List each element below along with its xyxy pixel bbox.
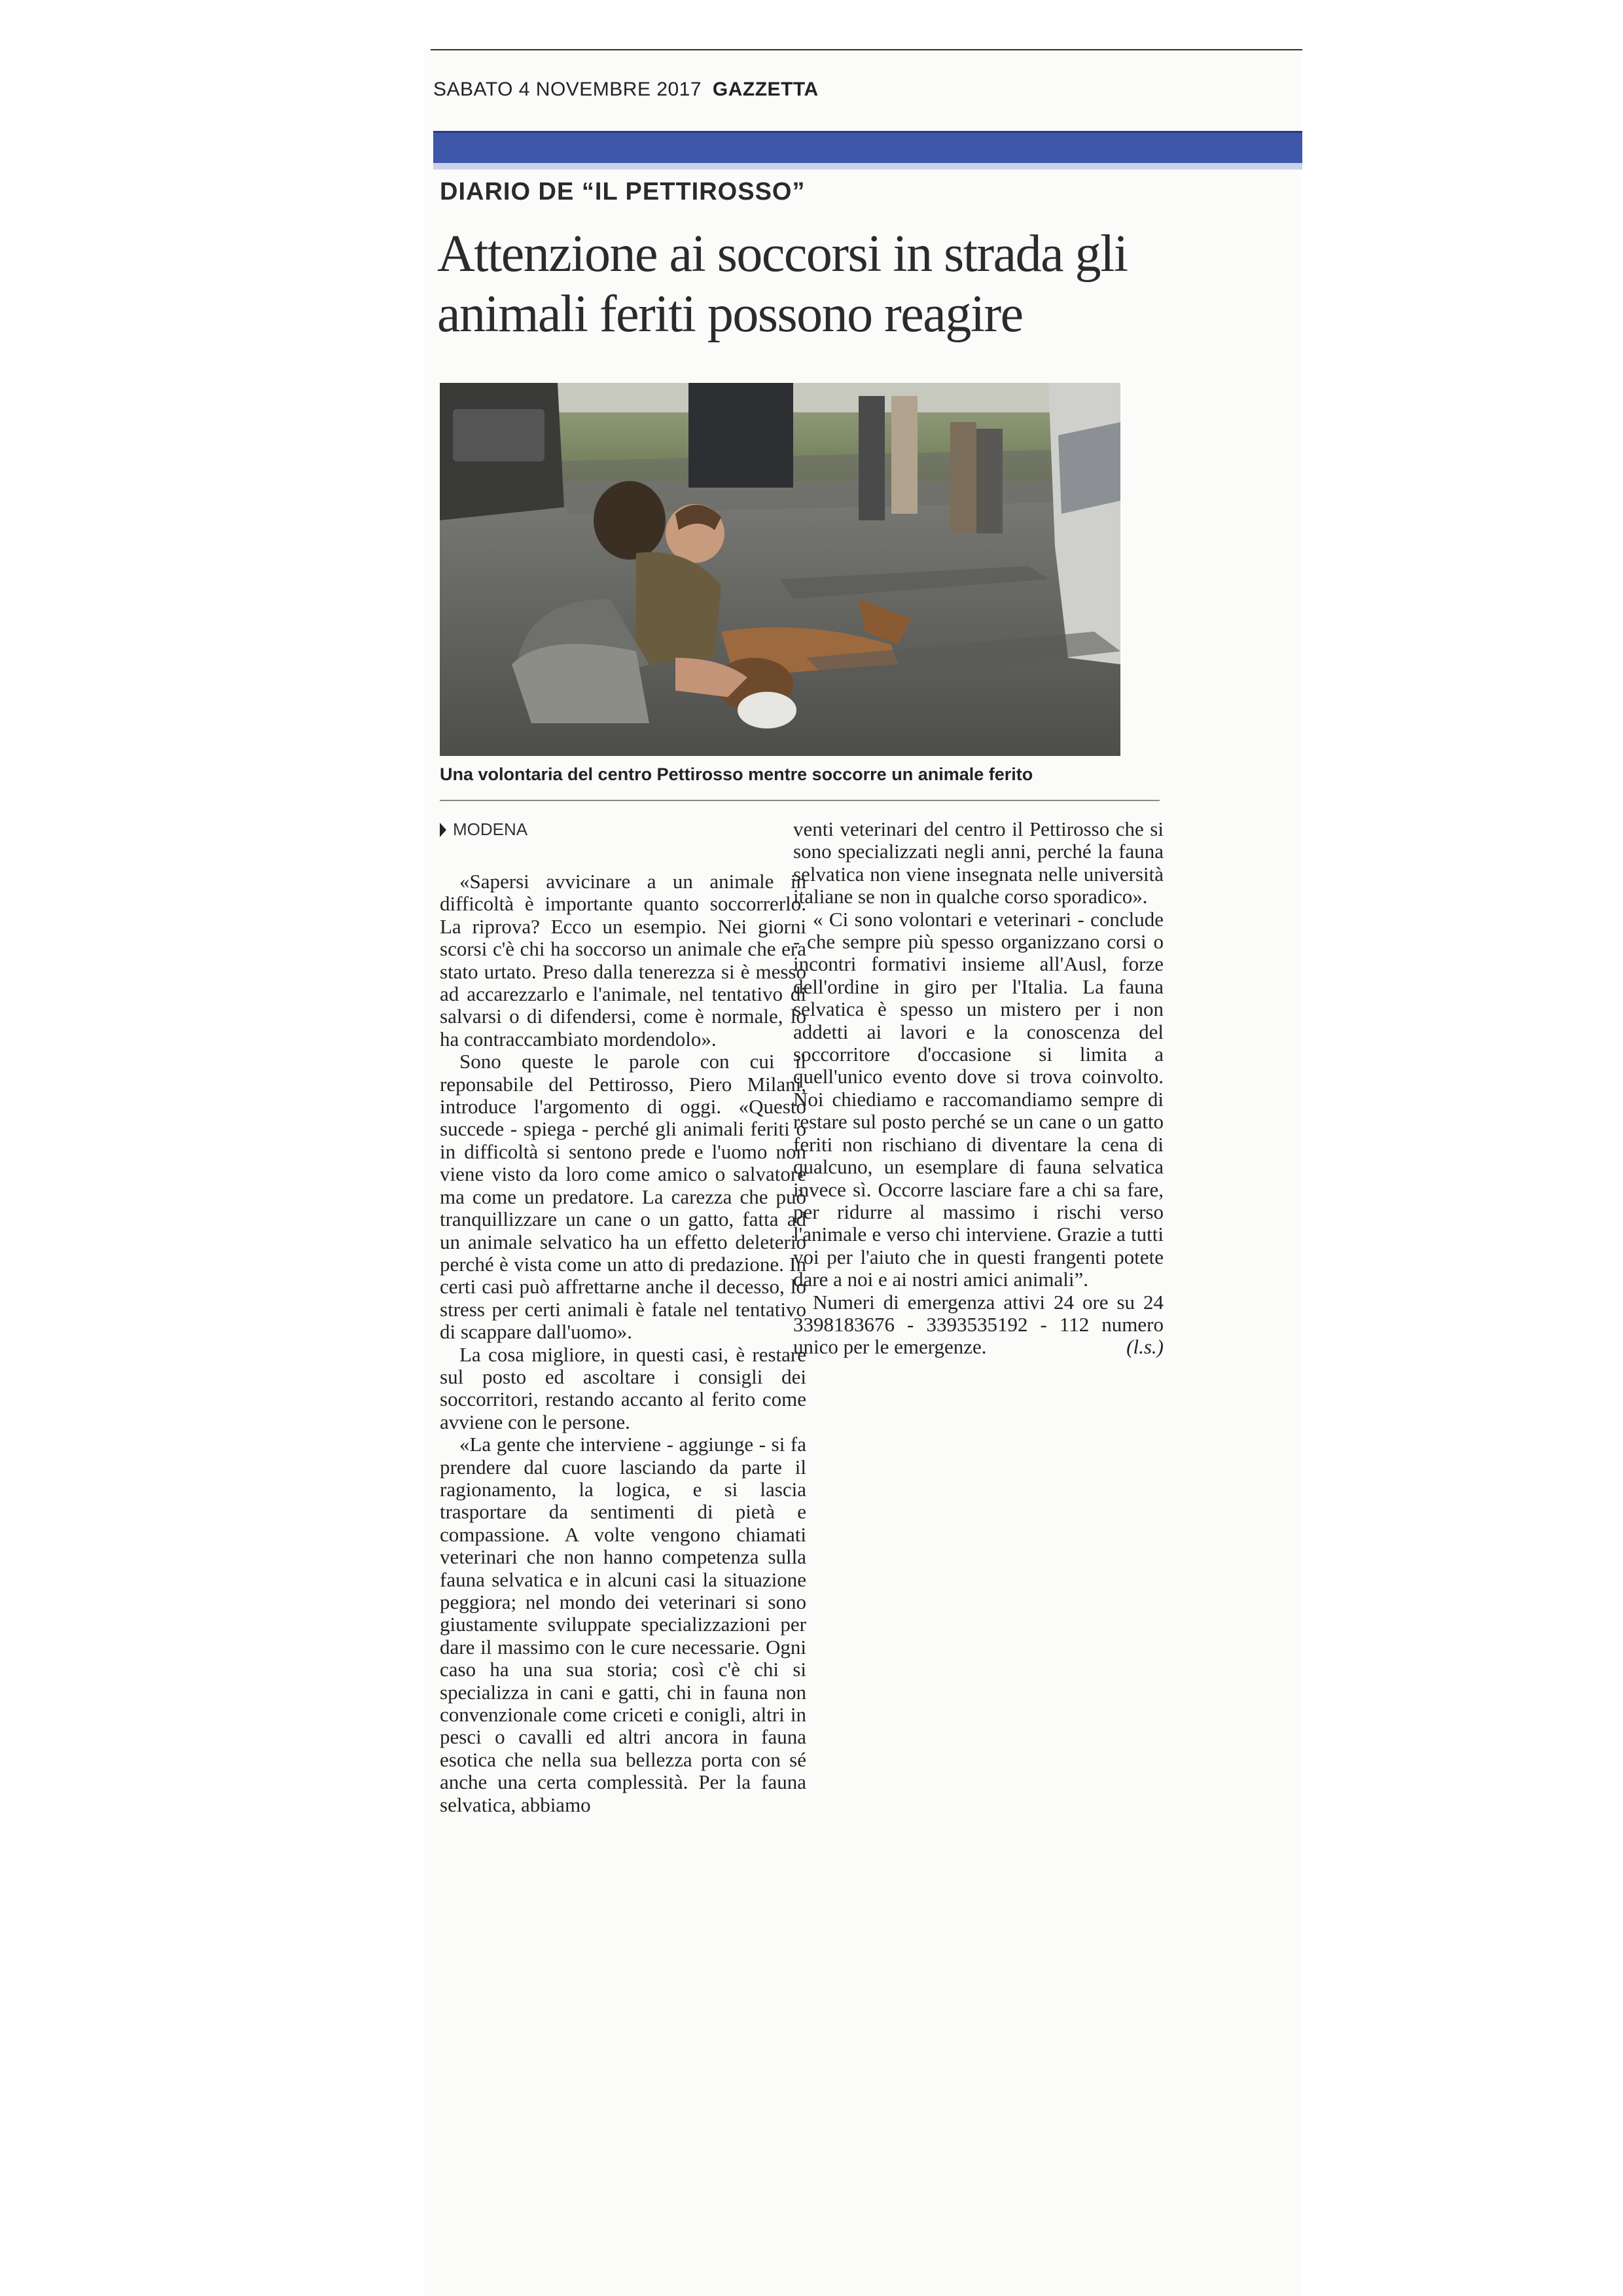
rescue-photo-illustration — [440, 383, 1120, 756]
article-column-2 — [793, 818, 1164, 1359]
date-text: SABATO 4 NOVEMBRE 2017 — [433, 79, 702, 100]
article-column-1 — [440, 870, 806, 1816]
newspaper-name: GAZZETTA — [712, 79, 819, 100]
location-label: MODENA — [453, 819, 528, 839]
paragraph: venti veterinari del centro il Pettirosso che si sono specializzati negli anni, perché la fauna selvatica non viene insegnata nelle università italiane se non in qualche corso sporadico». — [793, 817, 1164, 908]
article-kicker: DIARIO DE “IL PETTIROSSO” — [440, 178, 806, 206]
article-headline: Attenzione ai soccorsi in strada gli animali feriti possono reagire — [437, 225, 1128, 343]
paragraph: Sono queste le parole con cui il reponsabile del Pettirosso, Piero Milani, introduce l'argomento di oggi. «Questo succede - spiega - perché gli animali feriti o in difficoltà si sentono prede e l'uomo non viene visto da loro come amico o salvatore ma come un predatore. La carezza che può tranquillizzare un cane o un gatto, fatta ad un animale selvatico ha un effetto deleterio perché è vista come un atto di predazione. In certi casi può affrettarne anche il decesso, lo stress per certi animali è fatale nel tentativo di scappare dall'uomo». — [440, 1050, 806, 1344]
emergency-numbers-text: Numeri di emergenza attivi 24 ore su 24 3398183676 - 3393535192 - 112 numero unico per le emergenze. — [793, 1290, 1164, 1359]
section-band-shadow — [433, 163, 1302, 170]
dateline — [433, 79, 819, 101]
paragraph: La cosa migliore, in questi casi, è restare sul posto ed ascoltare i consigli dei soccorritori, restando accanto al ferito come avviene con le persone. — [440, 1342, 806, 1433]
photo-caption: Una volontaria del centro Pettirosso mentre soccorre un animale ferito — [440, 764, 1033, 784]
caption-separator — [440, 800, 1160, 801]
top-rule — [431, 49, 1302, 50]
section-band — [433, 131, 1302, 163]
triangle-marker-icon — [440, 823, 446, 837]
paragraph: « Ci sono volontari e veterinari - conclude - che sempre più spesso organizzano corsi o incontri formativi insieme all'Ausl, forze dell'ordine in giro per l'Italia. La fauna selvatica è spesso un mistero per i non addetti ai lavori e la conoscenza del soccorritore d'occasione si limita a quell'unico evento dove si trova coinvolto. Noi chiediamo e raccomandiamo sempre di restare sul posto perché se un cane o un gatto feriti non rischiano di diventare la cena di qualcuno, un esemplare di fauna selvatica invece sì. Occorre lasciare fare a chi sa fare, per ridurre al massimo i rischi verso l'animale e verso chi interviene. Grazie a tutti voi per l'aiuto che in questi frangenti potete dare a noi e ai nostri amici animali”. — [793, 907, 1164, 1291]
paragraph: «Sapersi avvicinare a un animale in difficoltà è importante quanto soccorrerlo. La riprova? Ecco un esempio. Nei giorni scorsi c'è chi ha soccorso un animale che era stato urtato. Preso dalla tenerezza si è messo ad accarezzarlo e l'animale, nel tentativo di salvarsi o di difendersi, come è normale, lo ha contraccambiato mordendolo». — [440, 870, 806, 1050]
paragraph: «La gente che interviene - aggiunge - si fa prendere dal cuore lasciando da parte il ragionamento, la logica, e si lascia trasportare da sentimenti di pietà e compassione. A volte vengono chiamati veterinari che non hanno competenza sulla fauna selvatica e in alcuni casi la situazione peggiora; nel mondo dei veterinari si sono giustamente sviluppate specializzazioni per dare il massimo con le cure necessarie. Ogni caso ha una sua storia; così c'è chi si specializza in cani e gatti, chi in fauna non convenzionale come criceti e conigli, altri in pesci o cavalli ed altri ancora in fauna esotica che nella sua bellezza porta con sé anche una certa complessità. Per la fauna selvatica, abbiamo — [440, 1433, 806, 1816]
location-byline — [440, 819, 527, 840]
paragraph-emergency-numbers — [793, 1291, 1164, 1359]
author-signature: (l.s.) — [1126, 1335, 1164, 1359]
article-photo — [440, 383, 1120, 756]
